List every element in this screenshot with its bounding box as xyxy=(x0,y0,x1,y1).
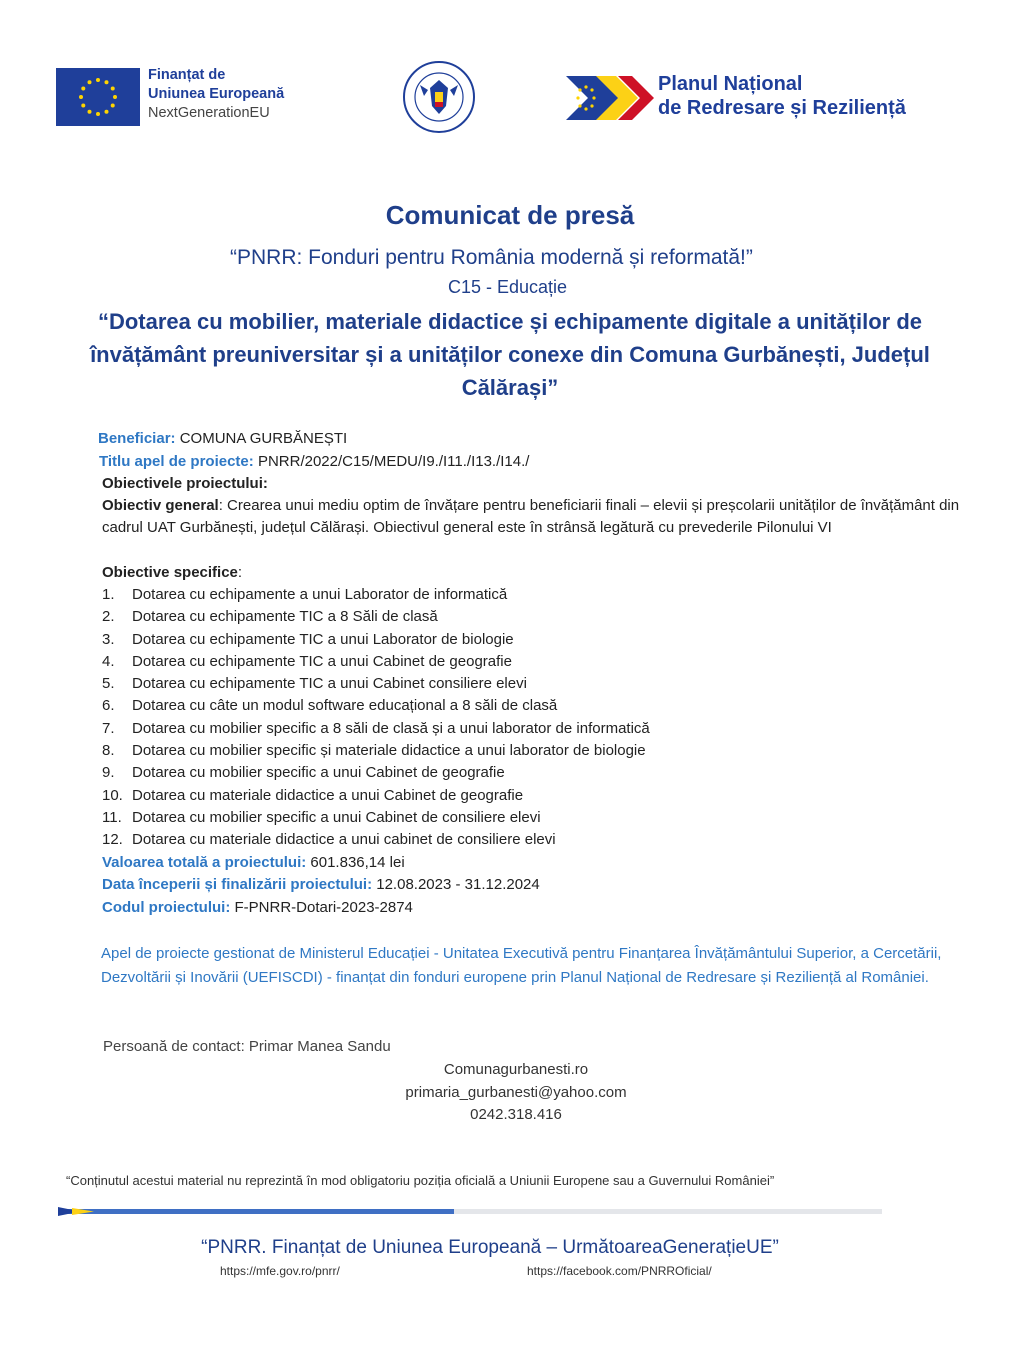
project-code-row xyxy=(102,897,413,919)
beneficiary-label: Beneficiar: xyxy=(98,430,176,447)
facebook-link[interactable]: https://facebook.com/PNRROficial/ xyxy=(527,1264,712,1278)
total-value-label: Valoarea totală a proiectului: xyxy=(102,854,307,871)
list-item xyxy=(102,740,650,762)
beneficiary-value: COMUNA GURBĂNEȘTI xyxy=(179,430,348,447)
list-item-text: Dotarea cu echipamente TIC a unui Cabinet de geografie xyxy=(132,652,512,670)
pnrr-arrow-icon xyxy=(566,72,654,124)
objectives-heading: Obiectivele proiectului: xyxy=(102,475,268,492)
list-item-number: 5. xyxy=(102,675,115,693)
project-dates-label: Data începerii și finalizării proiectului: xyxy=(102,876,373,893)
list-item-number: 1. xyxy=(102,586,115,603)
project-title: “Dotarea cu mobilier, materiale didactice și echipamente digitale a unităților de învățământ preuniversitar și a unităților conexe din Comuna Gurbănești, Județul Călărași” xyxy=(90,309,930,400)
project-code-value: F-PNRR-Dotari-2023-2874 xyxy=(234,899,413,916)
romanian-government-seal xyxy=(402,60,476,134)
pnrr-logo xyxy=(566,72,936,124)
call-title-label: Titlu apel de proiecte: xyxy=(99,453,254,470)
eu-star-icon xyxy=(105,80,109,84)
mfe-link[interactable]: https://mfe.gov.ro/pnrr/ xyxy=(220,1264,340,1278)
list-item xyxy=(102,785,650,807)
specific-objectives-colon: : xyxy=(237,564,243,581)
eu-star-icon xyxy=(96,78,100,82)
eu-star-icon xyxy=(105,110,109,114)
project-dates-row xyxy=(102,874,540,896)
list-item-number: 11. xyxy=(102,808,122,826)
eu-star-icon xyxy=(81,104,85,108)
list-item-text: Dotarea cu echipamente TIC a unui Laborator de biologie xyxy=(132,630,514,648)
pnrr-logo-text xyxy=(658,72,906,120)
list-item-number: 9. xyxy=(102,764,115,782)
list-item-number: 8. xyxy=(102,742,115,760)
disclaimer: “Conținutul acestui material nu reprezintă în mod obligatoriu poziția oficială a Uniunii Europene sau a Guvernului României” xyxy=(66,1173,775,1188)
list-item xyxy=(102,829,650,851)
pnrr-logo-line2: de Redresare și Reziliență xyxy=(658,97,906,119)
slogan: “PNRR: Fonduri pentru România modernă și reformată!” xyxy=(230,246,753,269)
eu-star-icon xyxy=(96,112,100,116)
pnrr-logo-line1: Planul Național xyxy=(658,73,803,95)
eu-funding-logo xyxy=(56,68,316,128)
list-item-text: Dotarea cu mobilier specific a unui Cabinet de geografie xyxy=(132,764,505,782)
total-value: 601.836,14 lei xyxy=(310,854,405,871)
list-item xyxy=(102,762,650,784)
eu-star-icon xyxy=(88,80,92,84)
general-objective xyxy=(102,495,972,540)
list-item-number: 12. xyxy=(102,831,123,849)
list-item-text: Dotarea cu mobilier specific și materiale didactice a unui laborator de biologie xyxy=(132,742,646,760)
beneficiary-row xyxy=(98,428,347,450)
eu-logo-line1: Finanțat de xyxy=(148,67,226,83)
list-item xyxy=(102,651,650,673)
eu-star-icon xyxy=(81,87,85,91)
eu-star-icon xyxy=(79,95,83,99)
specific-objectives-list xyxy=(102,584,650,852)
list-item-number: 3. xyxy=(102,630,115,648)
page-title: Comunicat de presă xyxy=(385,200,635,230)
contact-email[interactable]: primaria_gurbanesti@yahoo.com xyxy=(405,1084,627,1101)
contact-website[interactable]: Comunagurbanesti.ro xyxy=(443,1061,589,1078)
list-item xyxy=(102,629,650,651)
specific-objectives-heading xyxy=(102,562,242,584)
list-item-number: 2. xyxy=(102,608,115,626)
eu-logo-text xyxy=(148,66,284,123)
list-item-text: Dotarea cu materiale didactice a unui cabinet de consiliere elevi xyxy=(132,831,556,849)
eu-star-icon xyxy=(111,104,115,108)
contact-phone: 0242.318.416 xyxy=(470,1106,562,1123)
eu-star-icon xyxy=(111,87,115,91)
list-item-text: Dotarea cu câte un modul software educațional a 8 săli de clasă xyxy=(132,697,558,715)
specific-objectives-label: Obiective specifice xyxy=(102,564,238,581)
call-title-row xyxy=(99,451,529,473)
list-item xyxy=(102,584,650,606)
list-item-text: Dotarea cu echipamente TIC a 8 Săli de clasă xyxy=(132,608,438,626)
list-item-text: Dotarea cu materiale didactice a unui Cabinet de geografie xyxy=(132,786,524,804)
eu-logo-line3: NextGenerationEU xyxy=(148,105,270,121)
list-item-text: Dotarea cu mobilier specific a unui Cabinet de consiliere elevi xyxy=(132,808,541,826)
general-objective-label: Obiectiv general xyxy=(102,497,219,514)
eu-star-icon xyxy=(113,95,117,99)
list-item xyxy=(102,718,650,740)
list-item-number: 4. xyxy=(102,652,115,670)
list-item-text: Dotarea cu echipamente a unui Laborator de informatică xyxy=(132,586,508,603)
total-value-row xyxy=(102,852,405,874)
footer-divider-bar xyxy=(58,1203,882,1212)
list-item-number: 10. xyxy=(102,786,123,804)
project-code-label: Codul proiectului: xyxy=(102,899,231,916)
list-item xyxy=(102,606,650,628)
call-title-value: PNRR/2022/C15/MEDU/I9./I11./I13./I14./ xyxy=(257,453,530,470)
list-item-text: Dotarea cu echipamente TIC a unui Cabinet consiliere elevi xyxy=(132,675,527,693)
list-item-number: 7. xyxy=(102,719,115,737)
eu-logo-line2: Uniunea Europeană xyxy=(148,86,285,102)
project-dates-value: 12.08.2023 - 31.12.2024 xyxy=(376,876,540,893)
footer-slogan: “PNRR. Finanțat de Uniunea Europeană – UrmătoareaGenerațieUE” xyxy=(201,1237,779,1258)
contact-person: Persoană de contact: Primar Manea Sandu xyxy=(103,1038,391,1055)
general-objective-text: : Crearea unui mediu optim de învățare pentru beneficiarii finali – elevii și preșcolarii unităților de învățământ din cadrul UAT Gurbănești, județul Călărași. Obiectivul general este în strânsă legătură cu prevederile Pilonului VI xyxy=(102,497,960,537)
call-management-note: Apel de proiecte gestionat de Ministerul Educației - Unitatea Executivă pentru Finanțarea Învățământului Superior, a Cercetării, Dezvoltării și Inovării (UEFISCDI) - finanțat din fonduri europene prin Planul Național de Redresare și Reziliență al României. xyxy=(101,945,942,986)
list-item-text: Dotarea cu mobilier specific a 8 săli de clasă și a unui laborator de informatică xyxy=(132,719,650,737)
list-item xyxy=(102,673,650,695)
list-item xyxy=(102,695,650,717)
eu-flag-icon xyxy=(56,68,140,126)
component-label: C15 - Educație xyxy=(448,277,568,297)
eu-star-icon xyxy=(88,110,92,114)
list-item-number: 6. xyxy=(102,697,115,715)
list-item xyxy=(102,807,650,829)
